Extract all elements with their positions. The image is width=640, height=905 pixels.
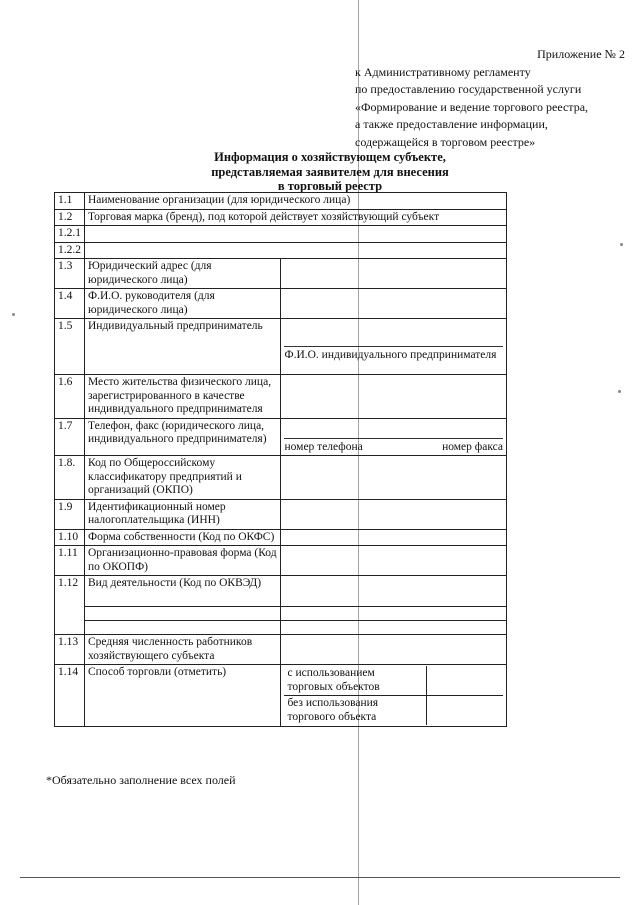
row-number: 1.9 [55,499,85,529]
info-form-table [54,192,507,727]
trade-option-row [284,666,503,696]
phone-fax-labels [284,438,503,455]
table-row [55,621,507,635]
okved-field[interactable] [281,576,507,607]
row-number: 1.11 [55,546,85,576]
brand-input-field[interactable] [84,226,506,243]
row-label: Способ торговли (отметить) [84,665,281,727]
row-label: Ф.И.О. руководителя (для юридического лица) [84,289,281,319]
trade-option-row [284,696,503,726]
option-without-objects-label: без использования торгового объекта [284,696,426,726]
table-row [55,665,507,727]
row-label: Средняя численность работников хозяйствующего субъекта [84,635,281,665]
row-number: 1.5 [55,319,85,375]
okved-extra-field[interactable] [281,621,507,635]
row-label: Идентификационный номер налогоплательщика (ИНН) [84,499,281,529]
row-number: 1.3 [55,259,85,289]
trade-options-table [284,666,503,725]
row-number: 1.12 [55,576,85,635]
table-row [55,289,507,319]
option-without-objects-checkbox[interactable] [426,696,503,726]
table-row [55,319,507,375]
title-line: Информация о хозяйствующем субъекте, [214,150,446,164]
appendix-line: содержащейся в торговом реестре» [355,134,536,149]
row-number: 1.10 [55,529,85,546]
title-line: в торговый реестр [277,179,383,193]
okopf-field[interactable] [281,546,507,576]
form-title [140,150,520,194]
table-row [55,259,507,289]
table-row [55,209,507,226]
row-number: 1.7 [55,418,85,456]
phone-fax-field[interactable] [281,418,507,456]
row-number: 1.8. [55,456,85,500]
entrepreneur-sublabel: Ф.И.О. индивидуального предпринимателя [284,346,503,363]
appendix-number: Приложение № 2 [537,47,625,61]
okved-extra-field[interactable] [84,621,281,635]
employee-count-field[interactable] [281,635,507,665]
row-number: 1.2.1 [55,226,85,243]
table-row [55,226,507,243]
row-label: Индивидуальный предприниматель [84,319,281,375]
table-row [55,635,507,665]
okved-extra-field[interactable] [281,607,507,621]
inn-field[interactable] [281,499,507,529]
residence-field[interactable] [281,375,507,419]
okfs-field[interactable] [281,529,507,546]
row-label: Вид деятельности (Код по ОКВЭД) [84,576,281,607]
table-row [55,418,507,456]
okpo-field[interactable] [281,456,507,500]
brand-input-field[interactable] [84,242,506,259]
scan-speck [620,243,623,246]
phone-label: номер телефона [284,440,363,453]
table-row [55,576,507,607]
row-label: Организационно-правовая форма (Код по ОКОПФ) [84,546,281,576]
row-number: 1.14 [55,665,85,727]
entrepreneur-name-field[interactable] [281,319,507,375]
option-with-objects-checkbox[interactable] [426,666,503,696]
table-row [55,456,507,500]
appendix-line: «Формирование и ведение торгового реестра, [355,99,589,114]
table-row [55,375,507,419]
fax-label: номер факса [442,440,503,453]
director-name-field[interactable] [281,289,507,319]
table-row [55,193,507,210]
row-number: 1.4 [55,289,85,319]
title-line: представляемая заявителем для внесения [211,164,449,179]
row-label: Место жительства физического лица, зарегистрированного в качестве индивидуального предпринимателя [84,375,281,419]
row-number: 1.2 [55,209,85,226]
okved-extra-field[interactable] [84,607,281,621]
table-row [55,607,507,621]
footnote: *Обязательно заполнение всех полей [46,773,236,787]
scan-speck [618,390,621,393]
appendix-line: по предоставлению государственной услуги [355,82,582,96]
appendix-line: к Административному регламенту [355,64,531,79]
legal-address-field[interactable] [281,259,507,289]
trade-method-options [281,665,507,727]
table-row [55,529,507,546]
row-label: Код по Общероссийскому классификатору предприятий и организаций (ОКПО) [84,456,281,500]
table-row [55,242,507,259]
row-label: Телефон, факс (юридического лица, индивидуального предпринимателя) [84,418,281,456]
table-row [55,546,507,576]
appendix-header [355,46,625,151]
table-row [55,499,507,529]
row-number: 1.2.2 [55,242,85,259]
row-label: Юридический адрес (для юридического лица) [84,259,281,289]
bottom-rule [20,877,620,878]
row-label: Форма собственности (Код по ОКФС) [84,529,281,546]
row-number: 1.1 [55,193,85,210]
row-number: 1.6 [55,375,85,419]
option-with-objects-label: с использованием торговых объектов [287,667,380,693]
row-number: 1.13 [55,635,85,665]
row-label: Наименование организации (для юридического лица) [84,193,506,210]
appendix-line: а также предоставление информации, [355,117,548,131]
row-label: Торговая марка (бренд), под которой действует хозяйствующий субъект [84,209,506,226]
scan-speck [12,313,15,316]
